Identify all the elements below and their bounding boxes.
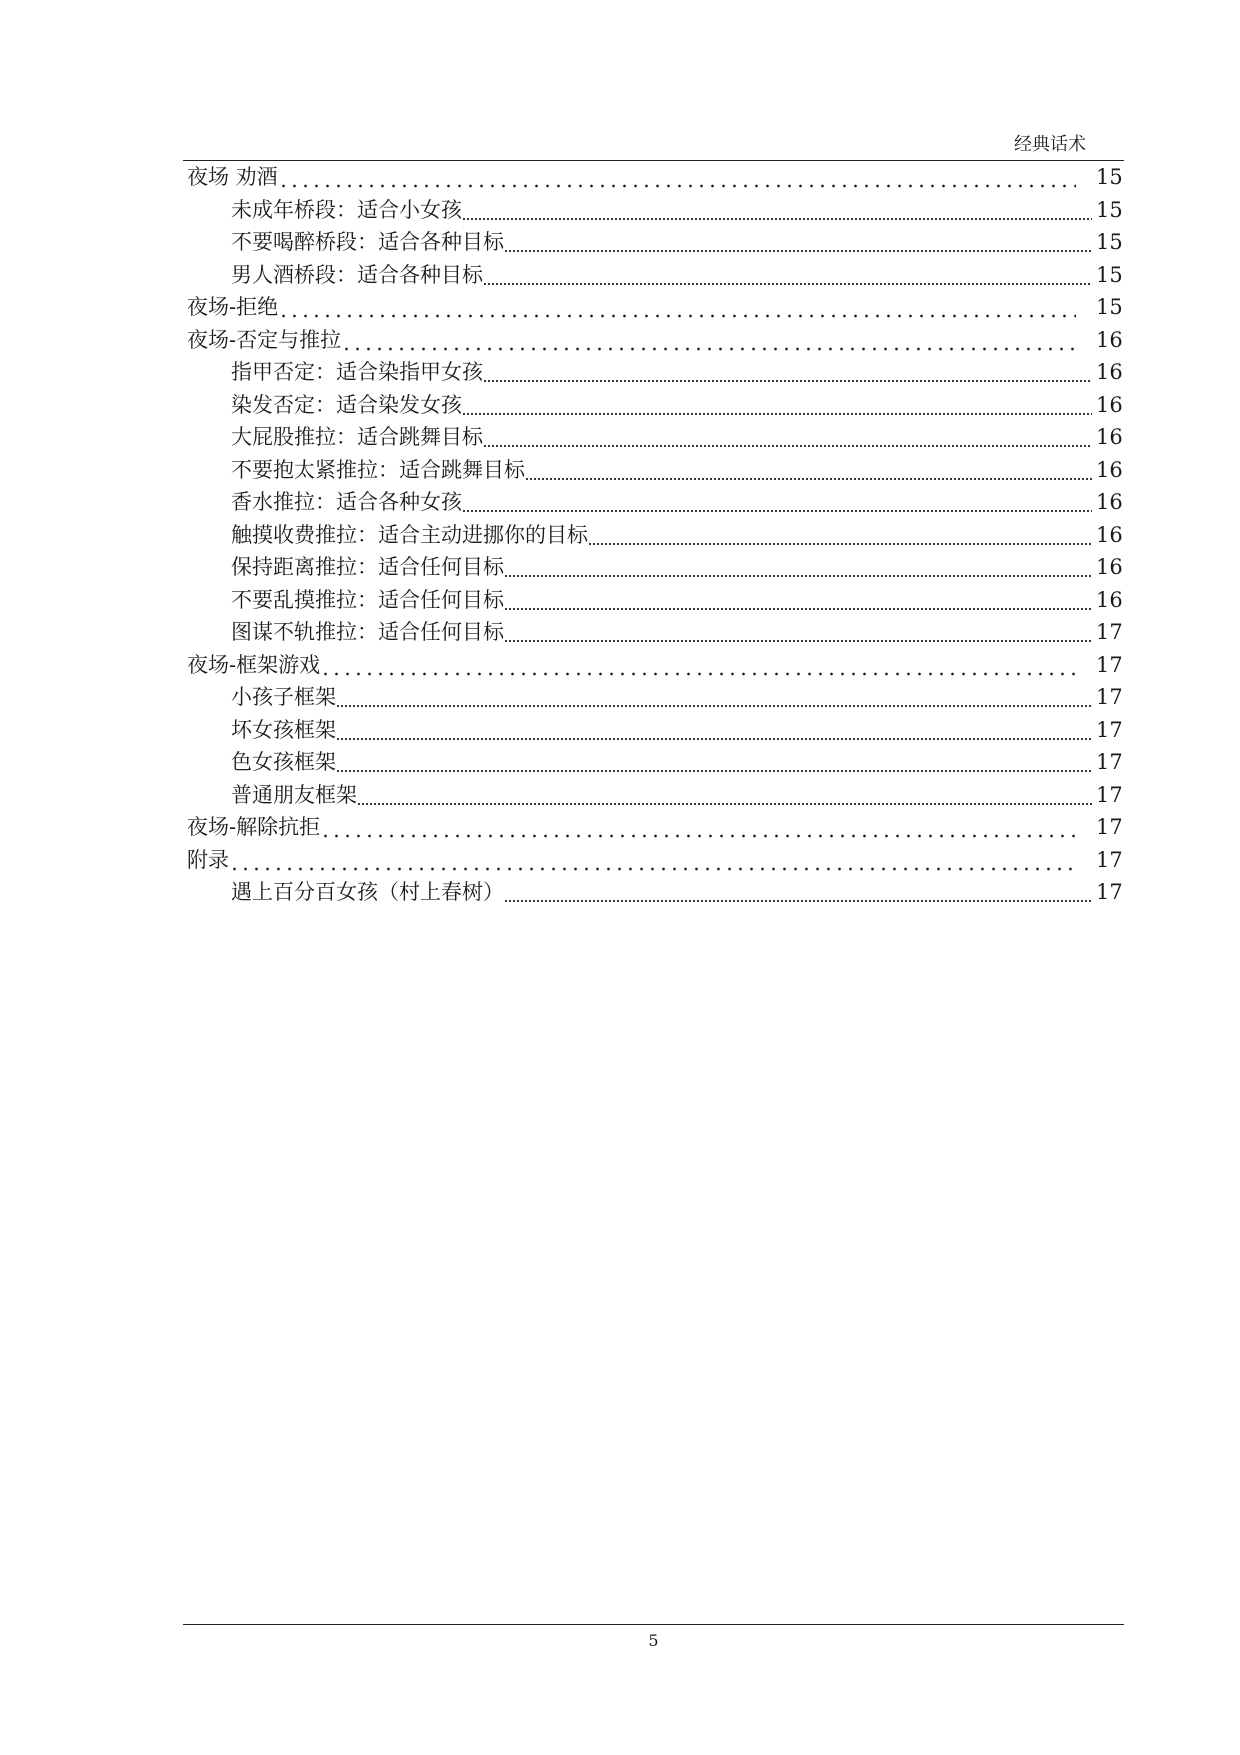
toc-entry-page-number: 17 bbox=[1096, 620, 1123, 644]
toc-dot-leader bbox=[588, 519, 1092, 552]
toc-entry-page-number: 17 bbox=[1096, 685, 1123, 709]
toc-dot-leader bbox=[504, 551, 1092, 584]
toc-entry-title: 遇上百分百女孩（村上春树） bbox=[231, 880, 504, 904]
toc-entry-title: 大屁股推拉：适合跳舞目标 bbox=[231, 425, 483, 449]
toc-entry[interactable] bbox=[183, 421, 1124, 454]
toc-entry-page-number: 15 bbox=[1096, 197, 1123, 222]
toc-dot-leader bbox=[483, 356, 1092, 389]
toc-dot-leader bbox=[483, 259, 1092, 292]
toc-entry-page-number: 15 bbox=[1096, 262, 1123, 287]
toc-entry-page-number: 17 bbox=[1096, 750, 1123, 774]
toc-entry[interactable] bbox=[183, 259, 1124, 292]
toc-entry-title: 夜场-框架游戏 bbox=[187, 652, 321, 677]
toc-entry-title: 小孩子框架 bbox=[231, 685, 336, 709]
toc-entry-page-number: 16 bbox=[1096, 587, 1123, 612]
toc-entry[interactable] bbox=[183, 519, 1124, 552]
toc-entry-title: 夜场-否定与推拉 bbox=[187, 327, 342, 352]
toc-dot-leader bbox=[320, 649, 1076, 682]
toc-entry-title: 不要喝醉桥段：适合各种目标 bbox=[231, 230, 504, 254]
toc-entry-page-number: 16 bbox=[1096, 522, 1123, 547]
toc-entry-page-number: 17 bbox=[1096, 815, 1123, 839]
toc-entry-page-number: 16 bbox=[1096, 457, 1123, 482]
toc-entry-title: 未成年桥段：适合小女孩 bbox=[231, 197, 462, 222]
toc-dot-leader bbox=[336, 681, 1092, 714]
toc-dot-leader bbox=[462, 486, 1092, 519]
toc-entry-page-number: 17 bbox=[1096, 880, 1123, 904]
document-title: 经典话术 bbox=[1014, 134, 1086, 155]
toc-entry-page-number: 17 bbox=[1096, 782, 1123, 807]
toc-dot-leader bbox=[278, 291, 1076, 324]
toc-entry[interactable] bbox=[183, 746, 1124, 779]
toc-entry[interactable] bbox=[183, 356, 1124, 389]
toc-entry-page-number: 15 bbox=[1096, 295, 1123, 319]
page-header bbox=[183, 128, 1124, 161]
toc-entry-page-number: 15 bbox=[1096, 165, 1123, 189]
toc-entry-title: 指甲否定：适合染指甲女孩 bbox=[231, 360, 483, 384]
toc-dot-leader bbox=[483, 421, 1092, 454]
toc-entry-title: 夜场-解除抗拒 bbox=[187, 815, 321, 839]
toc-entry-title: 不要抱太紧推拉：适合跳舞目标 bbox=[231, 457, 525, 482]
toc-entry[interactable] bbox=[183, 454, 1124, 487]
toc-entry-title: 保持距离推拉：适合任何目标 bbox=[231, 555, 504, 579]
toc-entry-page-number: 17 bbox=[1096, 717, 1123, 742]
toc-entry-title: 夜场-拒绝 bbox=[187, 295, 279, 319]
toc-dot-leader bbox=[504, 226, 1092, 259]
toc-dot-leader bbox=[462, 194, 1092, 227]
toc-entry-title: 男人酒桥段：适合各种目标 bbox=[231, 262, 483, 287]
toc-entry[interactable] bbox=[183, 844, 1124, 877]
toc-dot-leader bbox=[229, 844, 1076, 877]
toc-entry-title: 夜场 劝酒 bbox=[187, 165, 278, 189]
toc-entry-page-number: 16 bbox=[1096, 360, 1123, 384]
toc-entry[interactable] bbox=[183, 486, 1124, 519]
toc-entry[interactable] bbox=[183, 876, 1124, 909]
toc-entry-title: 附录 bbox=[187, 847, 229, 872]
toc-entry-title: 坏女孩框架 bbox=[231, 717, 336, 742]
toc-dot-leader bbox=[341, 324, 1076, 357]
page-number: 5 bbox=[648, 1631, 659, 1650]
toc-entry[interactable] bbox=[183, 291, 1124, 324]
toc-dot-leader bbox=[504, 876, 1092, 909]
toc-entry-page-number: 16 bbox=[1096, 327, 1123, 352]
toc-entry-title: 不要乱摸推拉：适合任何目标 bbox=[231, 587, 504, 612]
toc-entry-title: 图谋不轨推拉：适合任何目标 bbox=[231, 620, 504, 644]
toc-dot-leader bbox=[320, 811, 1076, 844]
toc-dot-leader bbox=[357, 779, 1092, 812]
toc-entry[interactable] bbox=[183, 161, 1124, 194]
toc-dot-leader bbox=[504, 616, 1092, 649]
toc-entry-page-number: 16 bbox=[1096, 555, 1123, 579]
toc-dot-leader bbox=[278, 161, 1076, 194]
toc-entry-page-number: 16 bbox=[1096, 425, 1123, 449]
toc-entry[interactable] bbox=[183, 324, 1124, 357]
toc-entry-page-number: 17 bbox=[1096, 652, 1123, 677]
toc-entry[interactable] bbox=[183, 714, 1124, 747]
toc-entry[interactable] bbox=[183, 194, 1124, 227]
toc-entry[interactable] bbox=[183, 584, 1124, 617]
toc-entry[interactable] bbox=[183, 681, 1124, 714]
toc-entry[interactable] bbox=[183, 389, 1124, 422]
toc-entry-page-number: 15 bbox=[1096, 230, 1123, 254]
toc-entry-page-number: 16 bbox=[1096, 392, 1123, 417]
toc-entry-title: 染发否定：适合染发女孩 bbox=[231, 392, 462, 417]
toc-entry[interactable] bbox=[183, 616, 1124, 649]
toc-dot-leader bbox=[462, 389, 1092, 422]
toc-dot-leader bbox=[525, 454, 1092, 487]
toc-entry-title: 色女孩框架 bbox=[231, 750, 336, 774]
toc-entry-page-number: 16 bbox=[1096, 490, 1123, 514]
toc-entry[interactable] bbox=[183, 811, 1124, 844]
toc-entry[interactable] bbox=[183, 226, 1124, 259]
toc-dot-leader bbox=[504, 584, 1092, 617]
toc-entry[interactable] bbox=[183, 551, 1124, 584]
toc-entry-title: 香水推拉：适合各种女孩 bbox=[231, 490, 462, 514]
toc-entry[interactable] bbox=[183, 779, 1124, 812]
page-footer bbox=[183, 1624, 1124, 1651]
toc-entry-title: 普通朋友框架 bbox=[231, 782, 357, 807]
toc-entry-title: 触摸收费推拉：适合主动进挪你的目标 bbox=[231, 522, 588, 547]
toc-dot-leader bbox=[336, 746, 1092, 779]
toc-entry[interactable] bbox=[183, 649, 1124, 682]
toc-dot-leader bbox=[336, 714, 1092, 747]
table-of-contents bbox=[183, 161, 1124, 909]
toc-entry-page-number: 17 bbox=[1096, 847, 1123, 872]
